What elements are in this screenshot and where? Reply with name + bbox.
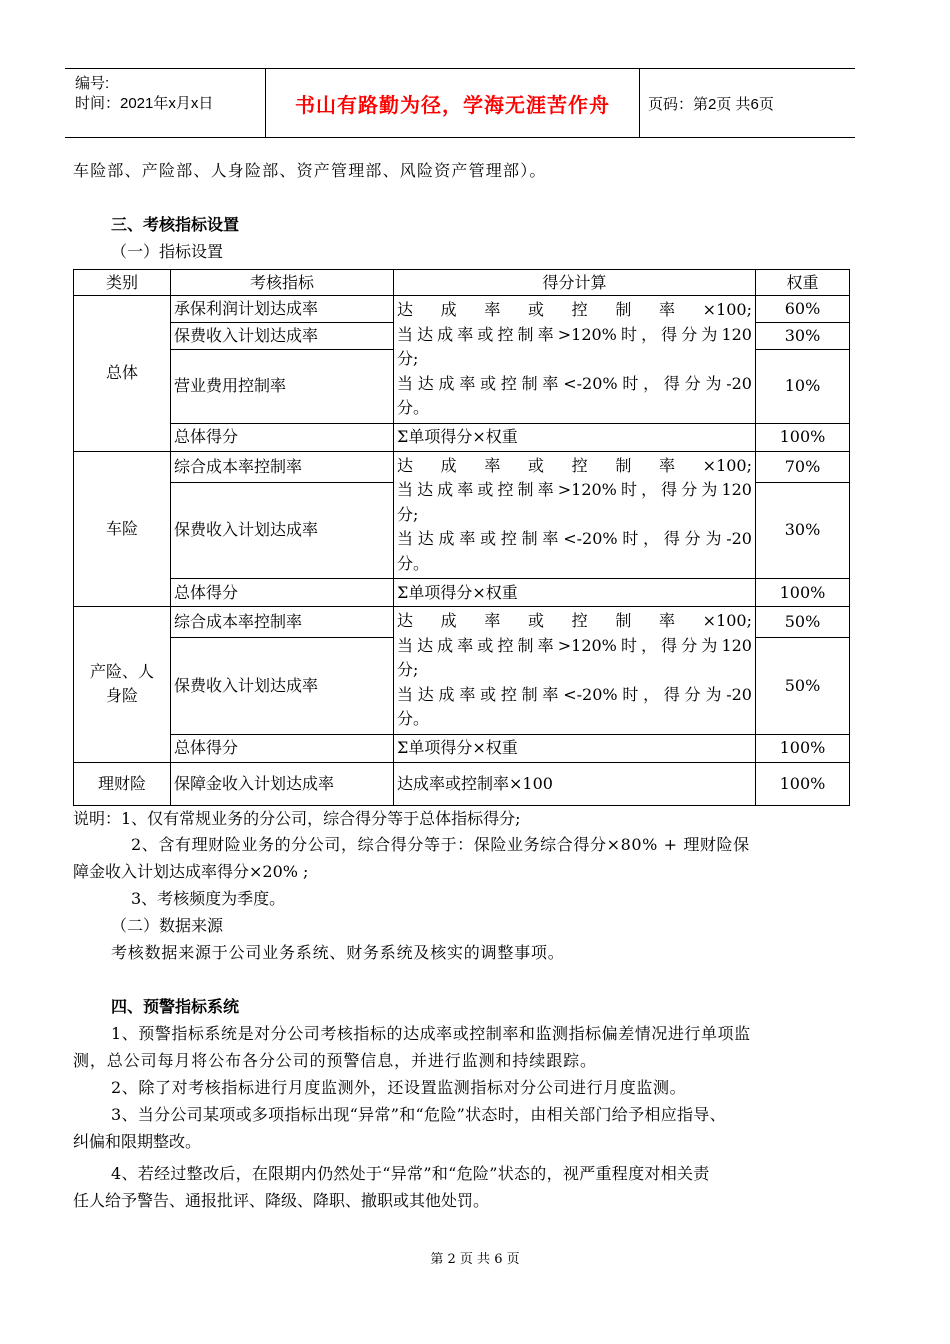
calc-line: 当达成率或控制率>120%时，得分为120 — [397, 480, 752, 499]
indicator-cell: 总体得分 — [171, 579, 394, 607]
section4-para: 测，总公司每月将公布各分公司的预警信息，并进行监测和持续跟踪。 — [73, 1051, 597, 1070]
indicator-cell: 营业费用控制率 — [171, 350, 394, 423]
table-row — [74, 762, 850, 805]
section4-para: 4、若经过整改后，在限期内仍然处于“异常”和“危险”状态的，视严重程度对相关责 — [111, 1164, 710, 1183]
weight-cell: 30% — [756, 323, 850, 350]
calc-cell — [394, 451, 756, 579]
indicator-cell: 保费收入计划达成率 — [171, 638, 394, 734]
calc-line: 达成率或控制率×100; — [397, 455, 752, 475]
calc-line: 当达成率或控制率<-20%时，得分为-20 — [397, 373, 752, 393]
intro-line: 车险部、产险部、人身险部、资产管理部、风险资产管理部）。 — [73, 161, 547, 180]
table-row — [74, 734, 850, 762]
calc-line: 分。 — [397, 709, 430, 728]
note-line: 说明：1、仅有常规业务的分公司，综合得分等于总体指标得分; — [73, 809, 521, 828]
calc-line: 当达成率或控制率>120%时，得分为120 — [397, 635, 752, 655]
weight-cell: 100% — [756, 762, 850, 805]
category-cell: 理财险 — [74, 762, 171, 805]
header-motto: 书山有路勤为径，学海无涯苦作舟 — [266, 69, 640, 137]
indicator-cell: 综合成本率控制率 — [171, 451, 394, 482]
table-row — [74, 296, 850, 323]
header-category: 类别 — [74, 270, 171, 296]
header-weight: 权重 — [756, 270, 850, 296]
indicator-cell: 综合成本率控制率 — [171, 607, 394, 638]
page-footer: 第 2 页 共 6 页 — [430, 1252, 520, 1267]
header-calc: 得分计算 — [394, 270, 756, 296]
category-cell: 车险 — [74, 451, 171, 607]
indicator-cell: 保费收入计划达成率 — [171, 323, 394, 350]
indicator-cell: 总体得分 — [171, 423, 394, 451]
table-row — [74, 451, 850, 482]
weight-cell: 50% — [756, 607, 850, 638]
indicator-cell: 保费收入计划达成率 — [171, 482, 394, 578]
weight-cell: 60% — [756, 296, 850, 323]
header-page-label — [640, 69, 855, 137]
calc-line: 分; — [397, 660, 419, 679]
weight-cell: 100% — [756, 734, 850, 762]
weight-cell: 50% — [756, 638, 850, 734]
section4-para: 纠偏和限期整改。 — [73, 1132, 202, 1151]
time-label: 时间：2021年x月x日 — [75, 95, 214, 112]
calc-line: 当达成率或控制率<-20%时，得分为-20 — [397, 684, 752, 704]
calc-line: 分。 — [397, 398, 430, 417]
category-line: 产险、人 — [89, 662, 154, 682]
category-cell — [74, 607, 171, 763]
section4-para: 3、当分公司某项或多项指标出现“异常”和“危险”状态时，由相关部门给予相应指导、 — [111, 1105, 726, 1124]
indicator-cell: 保障金收入计划达成率 — [171, 762, 394, 805]
section4-para: 1、预警指标系统是对分公司考核指标的达成率或控制率和监测指标偏差情况进行单项监 — [111, 1024, 751, 1043]
indicator-cell: 承保利润计划达成率 — [171, 296, 394, 323]
document-header — [65, 68, 855, 138]
sub1-title: （一）指标设置 — [111, 242, 224, 261]
calc-line: 分。 — [397, 553, 430, 573]
section3-title: 三、考核指标设置 — [111, 215, 240, 234]
note-line: 3、考核频度为季度。 — [131, 889, 286, 908]
indicator-table — [73, 269, 850, 806]
indicator-cell: 总体得分 — [171, 734, 394, 762]
calc-cell: 达成率或控制率×100 — [394, 762, 756, 805]
table-header-row — [74, 270, 850, 296]
table-row — [74, 579, 850, 607]
sub2-title: （二）数据来源 — [111, 916, 224, 935]
weight-cell: 70% — [756, 451, 850, 482]
calc-cell: Σ单项得分×权重 — [394, 734, 756, 762]
calc-cell — [394, 296, 756, 424]
weight-cell: 30% — [756, 482, 850, 578]
section4-para: 任人给予警告、通报批评、降级、降职、撤职或其他处罚。 — [73, 1191, 490, 1210]
table-row — [74, 423, 850, 451]
calc-cell — [394, 607, 756, 735]
table-row — [74, 607, 850, 638]
header-indicator: 考核指标 — [171, 270, 394, 296]
calc-line: 达成率或控制率×100; — [397, 300, 752, 319]
weight-cell: 10% — [756, 350, 850, 423]
page-label-text: 页码：第2页 共6页 — [648, 95, 774, 113]
category-cell: 总体 — [74, 296, 171, 452]
serial-label: 编号: — [75, 75, 110, 92]
calc-line: 分; — [397, 504, 419, 524]
calc-line: 当达成率或控制率<-20%时，得分为-20 — [397, 529, 752, 548]
calc-line: 当达成率或控制率>120%时，得分为120 — [397, 324, 752, 344]
note-line: 2、含有理财险业务的分公司，综合得分等于：保险业务综合得分×80% + 理财险保 — [131, 835, 750, 854]
calc-cell: Σ单项得分×权重 — [394, 423, 756, 451]
calc-line: 达成率或控制率×100; — [397, 611, 752, 630]
sub2-text: 考核数据来源于公司业务系统、财务系统及核实的调整事项。 — [111, 943, 565, 962]
calc-cell: Σ单项得分×权重 — [394, 579, 756, 607]
weight-cell: 100% — [756, 579, 850, 607]
header-meta-cell — [65, 69, 266, 137]
weight-cell: 100% — [756, 423, 850, 451]
section4-title: 四、预警指标系统 — [111, 997, 240, 1016]
calc-line: 分; — [397, 349, 419, 368]
note-line: 障金收入计划达成率得分×20% ; — [73, 862, 309, 881]
category-line: 身险 — [105, 686, 138, 706]
section4-para: 2、除了对考核指标进行月度监测外，还设置监测指标对分公司进行月度监测。 — [111, 1078, 687, 1097]
